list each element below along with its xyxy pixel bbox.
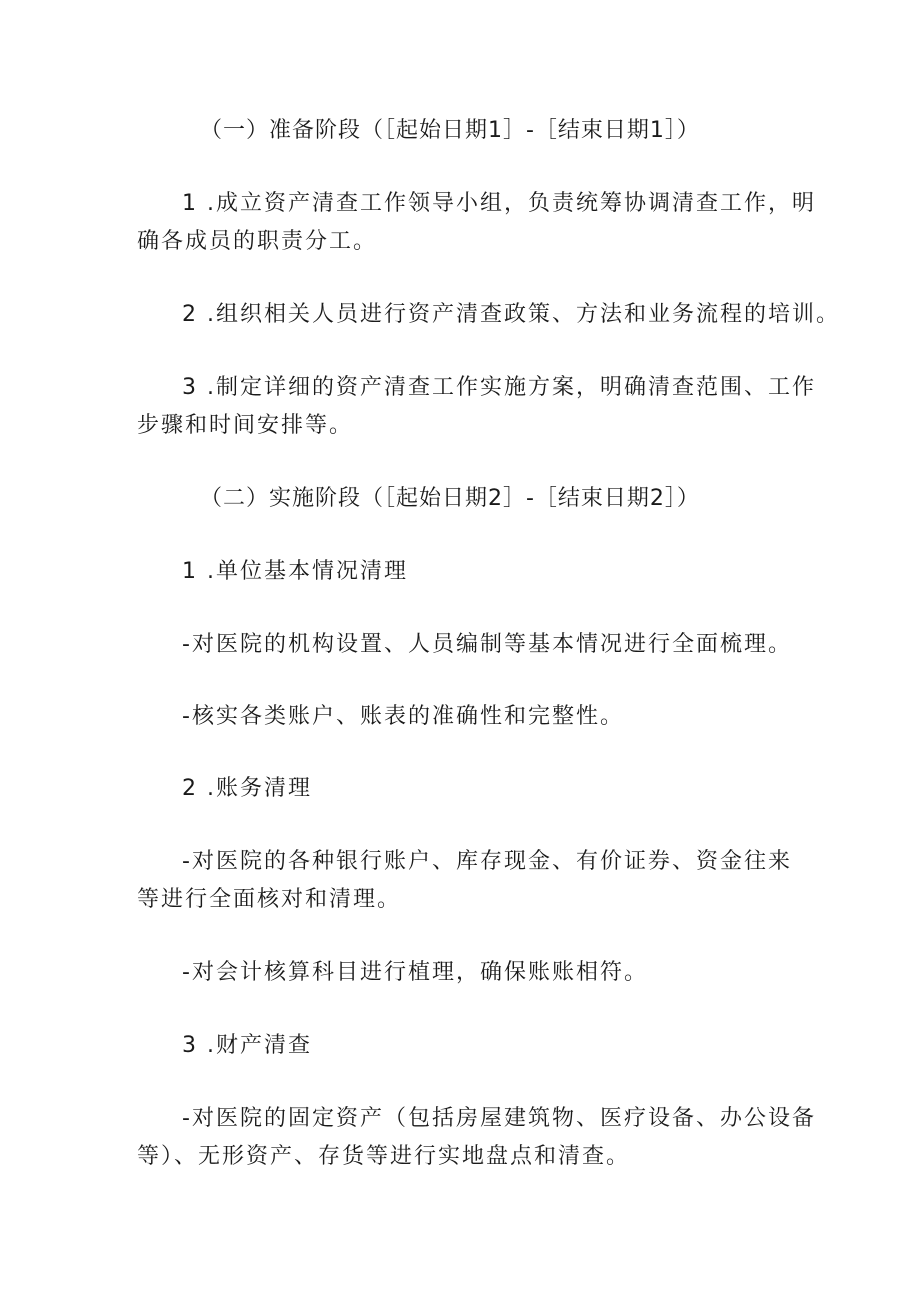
impl-sub-1-point-2: -核实各类账户、账表的准确性和完整性。	[182, 704, 624, 729]
prep-item-2-line1: 2 .组织相关人员进行资产清查政策、方法和业务流程的培训。	[182, 302, 840, 327]
impl-sub-2-point-1-line1: -对医院的各种银行账户、库存现金、有价证券、资金往来	[182, 849, 792, 874]
prep-item-3-line2: 步骤和时间安排等。	[137, 413, 354, 438]
impl-sub-2-title: 2 .账务清理	[182, 776, 312, 801]
impl-sub-2-point-1-line2: 等进行全面核对和清理。	[137, 887, 402, 912]
impl-sub-3-point-1-line1: -对医院的固定资产（包括房屋建筑物、医疗设备、办公设备	[182, 1106, 816, 1131]
prep-item-1-line2: 确各成员的职责分工。	[137, 229, 378, 254]
impl-sub-3-point-1-line2: 等）、无形资产、存货等进行实地盘点和清查。	[137, 1144, 631, 1169]
impl-sub-1-point-1: -对医院的机构设置、人员编制等基本情况进行全面梳理。	[182, 632, 792, 657]
impl-sub-3-title: 3 .财产清查	[182, 1033, 312, 1058]
impl-sub-1-title: 1 .单位基本情况清理	[182, 559, 408, 584]
prep-item-1-line1: 1 .成立资产清查工作领导小组，负责统筹协调清查工作，明	[182, 191, 816, 216]
impl-sub-2-point-2: -对会计核算科目进行植理，确保账账相符。	[182, 960, 648, 985]
prep-item-3-line1: 3 .制定详细的资产清查工作实施方案，明确清查范围、工作	[182, 375, 816, 400]
section-heading-implementation: （二）实施阶段（［起始日期2］-［结束日期2］）	[200, 486, 700, 511]
section-heading-preparation: （一）准备阶段（［起始日期1］-［结束日期1］）	[200, 118, 700, 143]
